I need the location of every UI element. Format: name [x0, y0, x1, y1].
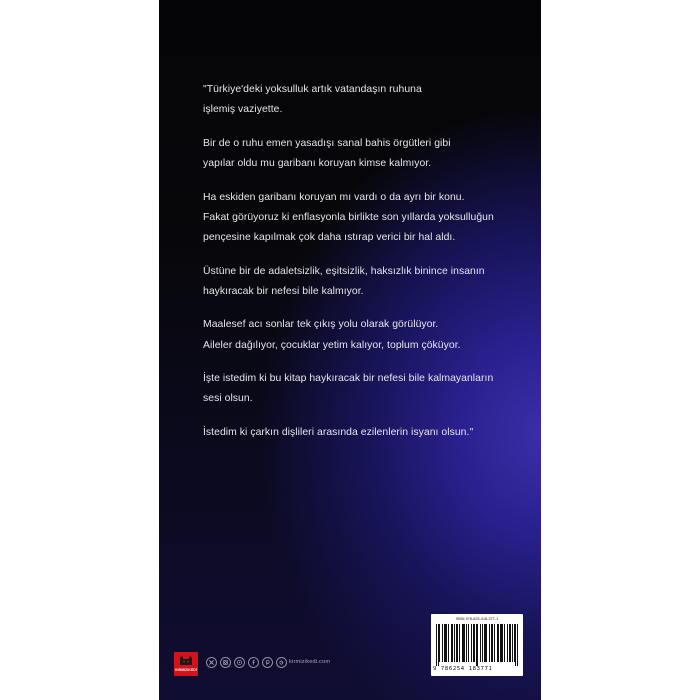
barcode-bar: [444, 624, 445, 662]
blurb-line: Ha eskiden garibanı koruyan mı vardı o da ayrı bir konu.: [203, 191, 465, 203]
barcode-bar: [502, 624, 503, 662]
barcode-bar: [452, 624, 453, 662]
barcode-bar: [517, 624, 518, 666]
book-back-cover: [159, 0, 541, 700]
publisher-name: KIRMIZIKEDİ: [175, 668, 197, 672]
blurb-line: sesi olsun.: [203, 393, 253, 405]
barcode-bar: [462, 624, 463, 662]
blurb-paragraph: [203, 423, 523, 443]
blurb-line: İstedim ki çarkın dişlileri arasında ezilenlerin isyanı olsun.": [203, 426, 474, 438]
barcode-bar: [459, 624, 460, 662]
blurb-line: Fakat görüyoruz ki enflasyonla birlikte son yıllarda yoksulluğun: [203, 211, 494, 223]
barcode-bar: [509, 624, 510, 662]
blurb-line: haykıracak bir nefesi bile kalmıyor.: [203, 285, 364, 297]
blurb-line: pençesine kapılmak çok daha ıstırap verici bir hal aldı.: [203, 232, 456, 243]
blurb-line: "Türkiye'deki yoksulluk artık vatandaşın ruhuna: [203, 84, 422, 95]
barcode-bar: [468, 624, 469, 662]
barcode-bar: [446, 624, 447, 662]
barcode-bar: [482, 624, 483, 662]
blurb-line: Bir de o ruhu emen yasadışı sanal bahis örgütleri gibi: [203, 137, 451, 149]
blurb-paragraph: [203, 80, 523, 120]
blurb-paragraph: [203, 315, 523, 355]
barcode-bar: [448, 624, 449, 662]
barcode-bar: [500, 624, 501, 662]
back-cover-blurb: [203, 80, 523, 457]
barcode-bar: [507, 624, 508, 662]
isbn-barcode: [431, 614, 523, 676]
barcode-bar: [497, 624, 498, 662]
barcode-bar: [477, 624, 478, 666]
barcode-bar: [442, 624, 443, 662]
barcode-bar: [476, 624, 477, 666]
barcode-bar: [474, 624, 475, 662]
pinterest-icon[interactable]: [262, 657, 273, 668]
publisher-logo: [174, 652, 198, 676]
barcode-bar: [491, 624, 492, 662]
barcode-bar: [510, 624, 511, 662]
blurb-line: işlemiş vaziyette.: [203, 104, 283, 116]
instagram-icon[interactable]: [220, 657, 231, 668]
barcode-digits: 9 786254 183771: [433, 666, 493, 672]
youtube-icon[interactable]: [234, 657, 245, 668]
blurb-paragraph: [203, 134, 523, 174]
barcode-bar: [471, 624, 472, 662]
barcode-bar: [457, 624, 458, 662]
blurb-line: Maalesef acı sonlar tek çıkış yolu olarak görülüyor.: [203, 319, 439, 331]
barcode-bar: [445, 624, 446, 662]
blurb-paragraph: [203, 188, 523, 249]
blurb-line: Aileler dağılıyor, çocuklar yetim kalıyor, toplum çöküyor.: [203, 339, 461, 351]
blurb-paragraph: [203, 262, 523, 302]
barcode-bar: [466, 624, 467, 662]
barcode-bar: [451, 624, 452, 662]
barcode-bar: [498, 624, 499, 662]
cat-logo-icon: [178, 655, 194, 666]
barcode-bar: [454, 624, 455, 662]
publisher-website[interactable]: kirmizikedi.com: [289, 659, 331, 665]
blurb-line: yapılar oldu mu garibanı koruyan kimse kalmıyor.: [203, 158, 432, 169]
barcode-bar: [485, 624, 486, 662]
barcode-bar: [492, 624, 493, 662]
threads-icon[interactable]: [276, 657, 287, 668]
blurb-line: İşte istedim ki bu kitap haykıracak bir nefesi bile kalmayanların: [203, 373, 494, 385]
barcode-bar: [512, 624, 513, 662]
barcode-bar: [484, 624, 485, 662]
barcode-bar: [438, 624, 439, 666]
blurb-line: Üstüne bir de adaletsizlik, eşitsizlik, haksızlık binince insanın: [203, 265, 485, 277]
social-links: [206, 657, 287, 669]
barcode-bar: [504, 624, 505, 662]
barcode-bar: [456, 624, 457, 662]
barcode-bar: [514, 624, 515, 662]
blurb-paragraph: [203, 369, 523, 409]
barcode-bar: [473, 624, 474, 662]
barcode-bar: [494, 624, 495, 662]
isbn-number: ISBN 978-625-418-377-1: [455, 617, 499, 621]
barcode-bar: [464, 624, 465, 662]
barcode-bars: [436, 624, 518, 666]
barcode-bar: [436, 624, 437, 666]
barcode-bar: [480, 624, 481, 662]
barcode-bar: [489, 624, 490, 662]
barcode-bar: [439, 624, 440, 662]
barcode-bar: [515, 624, 516, 666]
facebook-icon[interactable]: [248, 657, 259, 668]
barcode-bar: [463, 624, 464, 662]
x-icon[interactable]: [206, 657, 217, 668]
barcode-bar: [486, 624, 487, 662]
barcode-bar: [501, 624, 502, 662]
